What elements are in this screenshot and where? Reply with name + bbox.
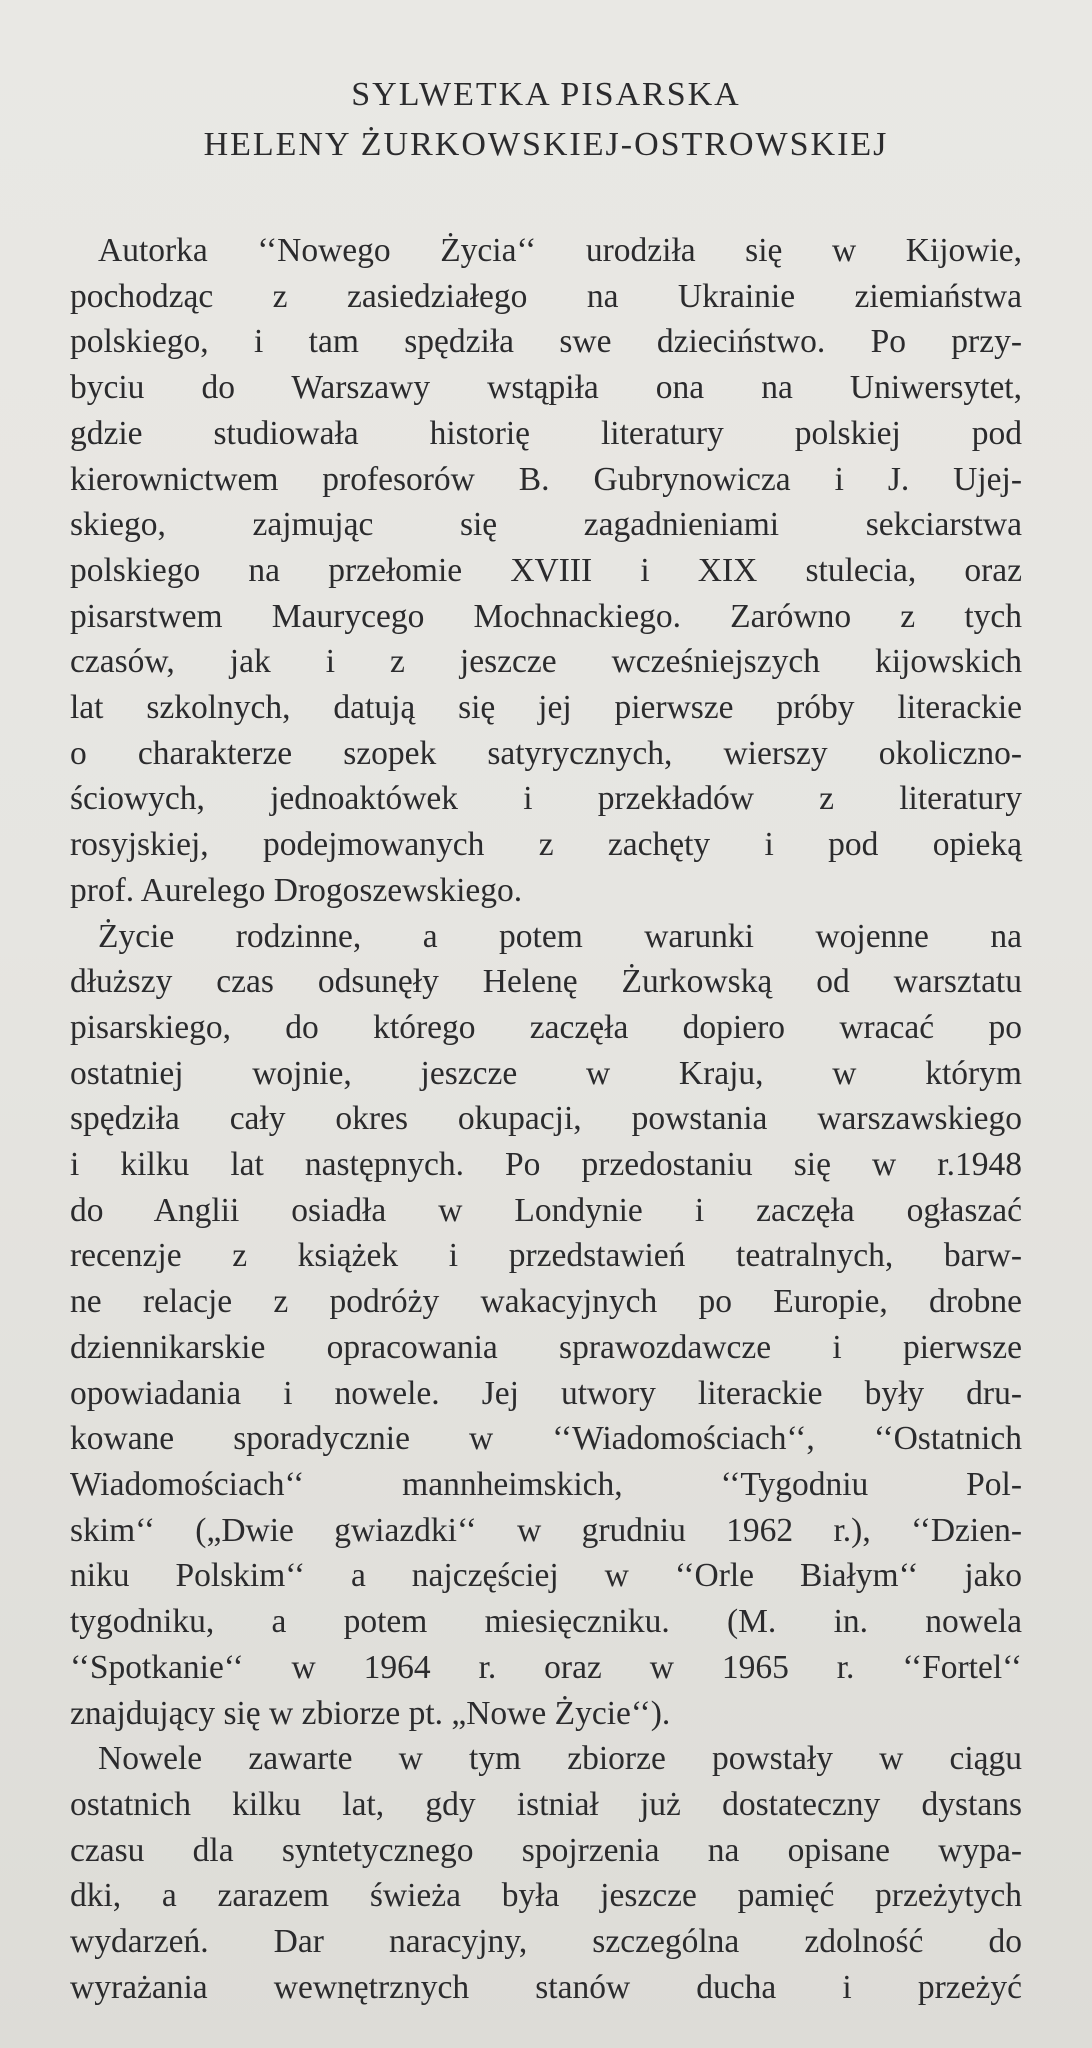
text-line: dki, a zarazem świeża była jeszcze pamięć przeżytych bbox=[70, 1877, 1022, 1915]
text-line: polskiego, i tam spędziła swe dzieciństwo. Po przy- bbox=[70, 323, 1022, 361]
text-line: czasu dla syntetycznego spojrzenia na opisane wypa- bbox=[70, 1831, 1022, 1869]
text-line: Autorka ‘‘Nowego Życia‘‘ urodziła się w Kijowie, bbox=[98, 232, 1022, 269]
text-line: Życie rodzinne, a potem warunki wojenne na bbox=[98, 917, 1022, 955]
title-line-1: SYLWETKA PISARSKA bbox=[351, 76, 741, 113]
text-line: niku Polskim‘‘ a najczęściej w ‘‘Orle Białym‘‘ jako bbox=[70, 1557, 1022, 1595]
text-line: Nowele zawarte w tym zbiorze powstały w ciągu bbox=[98, 1740, 1022, 1778]
text-line: pisarskiego, do którego zaczęła dopiero wracać po bbox=[70, 1008, 1022, 1046]
text-line: Wiadomościach‘‘ mannheimskich, ‘‘Tygodniu Pol- bbox=[70, 1465, 1022, 1503]
text-line: ostatnich kilku lat, gdy istniał już dostateczny dystans bbox=[70, 1785, 1022, 1823]
text-line: gdzie studiowała historię literatury polskiej pod bbox=[70, 414, 1022, 452]
text-line: ostatniej wojnie, jeszcze w Kraju, w którym bbox=[70, 1054, 1022, 1092]
text-line: ściowych, jednoaktówek i przekładów z literatury bbox=[70, 780, 1022, 818]
text-line: skiego, zajmując się zagadnieniami sekciarstwa bbox=[70, 506, 1022, 544]
body-text bbox=[70, 228, 1022, 2010]
text-line: opowiadania i nowele. Jej utwory literackie były dru- bbox=[70, 1374, 1022, 1412]
text-line: pisarstwem Maurycego Mochnackiego. Zarówno z tych bbox=[70, 597, 1022, 635]
text-line: pochodząc z zasiedziałego na Ukrainie ziemiaństwa bbox=[70, 277, 1022, 315]
text-line: polskiego na przełomie XVIII i XIX stulecia, oraz bbox=[70, 551, 1022, 589]
text-line: o charakterze szopek satyrycznych, wierszy okoliczno- bbox=[70, 734, 1022, 772]
text-line: ‘‘Spotkanie‘‘ w 1964 r. oraz w 1965 r. ‘‘Fortel‘‘ bbox=[70, 1648, 1022, 1686]
text-line: dziennikarskie opracowania sprawozdawcze i pierwsze bbox=[70, 1328, 1022, 1366]
text-line: recenzje z książek i przedstawień teatralnych, barw- bbox=[70, 1237, 1022, 1275]
title-line-2: HELENY ŻURKOWSKIEJ-OSTROWSKIEJ bbox=[203, 126, 889, 163]
text-line: wydarzeń. Dar naracyjny, szczególna zdolność do bbox=[70, 1923, 1022, 1961]
text-line: znajdujący się w zbiorze pt. „Nowe Życie‘‘). bbox=[70, 1694, 671, 1732]
text-line: rosyjskiej, podejmowanych z zachęty i pod opieką bbox=[70, 826, 1022, 864]
text-line: tygodniku, a potem miesięczniku. (M. in. nowela bbox=[70, 1603, 1022, 1641]
text-line: kowane sporadycznie w ‘‘Wiadomościach‘‘, ‘‘Ostatnich bbox=[70, 1420, 1022, 1458]
text-line: skim‘‘ („Dwie gwiazdki‘‘ w grudniu 1962 r.), ‘‘Dzien- bbox=[70, 1511, 1022, 1549]
text-line: lat szkolnych, datują się jej pierwsze próby literackie bbox=[70, 689, 1022, 727]
text-line: do Anglii osiadła w Londynie i zaczęła ogłaszać bbox=[70, 1191, 1022, 1229]
title-block bbox=[70, 70, 1022, 170]
text-line: byciu do Warszawy wstąpiła ona na Uniwersytet, bbox=[70, 369, 1022, 407]
text-line: ne relacje z podróży wakacyjnych po Europie, drobne bbox=[70, 1283, 1022, 1321]
text-line: spędziła cały okres okupacji, powstania warszawskiego bbox=[70, 1100, 1022, 1138]
text-line: i kilku lat następnych. Po przedostaniu się w r.1948 bbox=[70, 1146, 1022, 1184]
text-line: kierownictwem profesorów B. Gubrynowicza i J. Ujej- bbox=[70, 460, 1022, 498]
text-line: prof. Aurelego Drogoszewskiego. bbox=[70, 871, 523, 909]
text-line: czasów, jak i z jeszcze wcześniejszych kijowskich bbox=[70, 643, 1022, 681]
text-line: dłuższy czas odsunęły Helenę Żurkowską od warsztatu bbox=[70, 963, 1022, 1001]
text-line: wyrażania wewnętrznych stanów ducha i przeżyć bbox=[70, 1968, 1022, 2006]
